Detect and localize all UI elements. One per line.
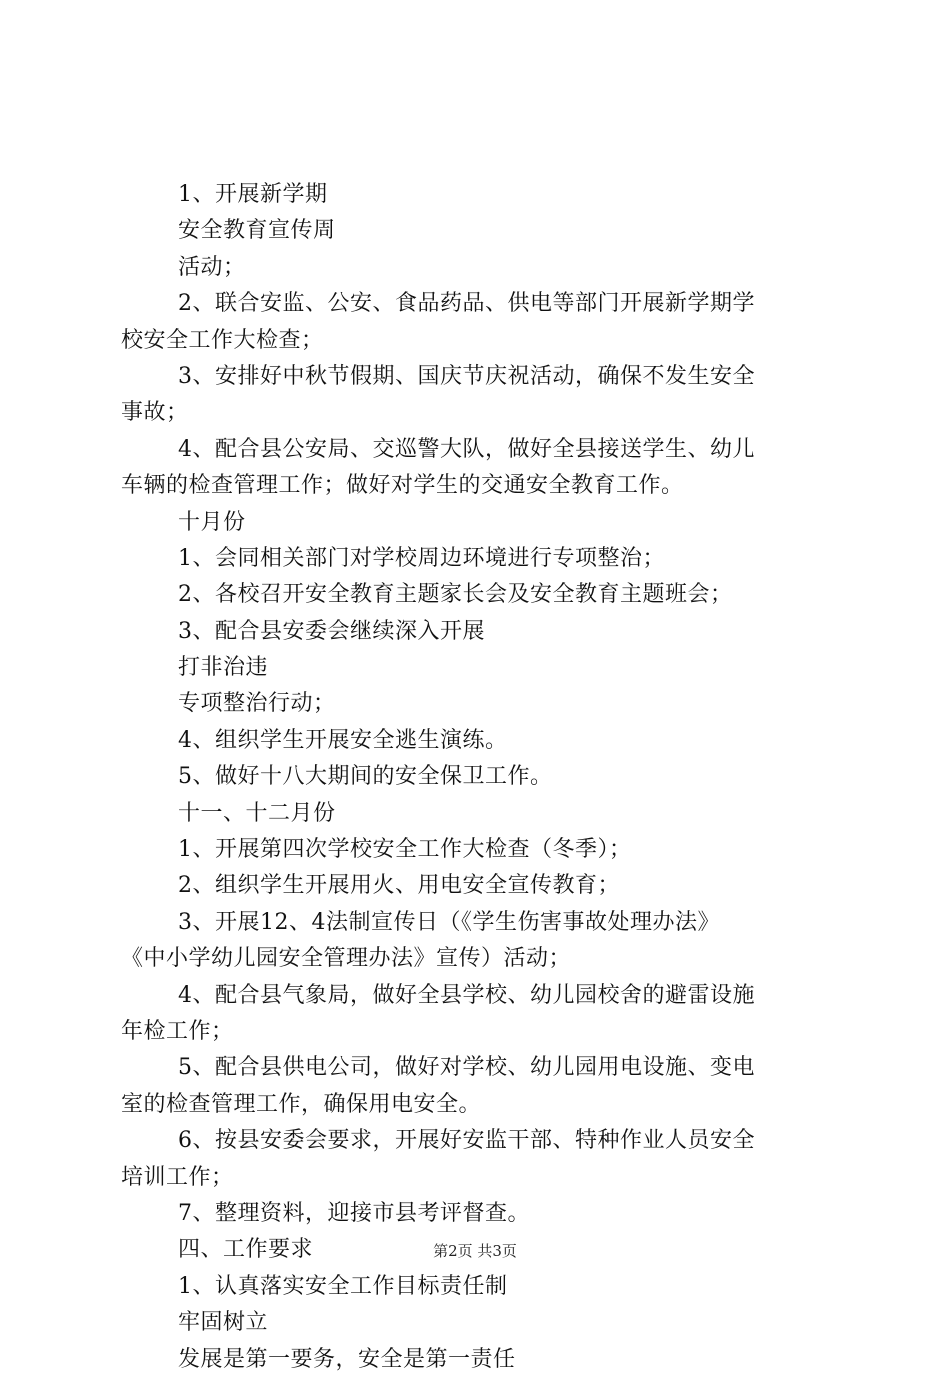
text-line: 2、联合安监、公安、食品药品、供电等部门开展新学期学	[178, 291, 755, 317]
text-line: 《中小学幼儿园安全管理办法》宣传）活动；	[121, 946, 572, 972]
text-line: 4、组织学生开展安全逃生演练。	[178, 727, 508, 753]
text-line: 1、开展新学期	[178, 182, 328, 207]
text-line: 年检工作；	[121, 1018, 234, 1044]
text-line: 1、认真落实安全工作目标责任制	[178, 1273, 508, 1299]
text-line: 专项整治行动；	[178, 691, 336, 717]
text-line: 室的检查管理工作，确保用电安全。	[121, 1091, 482, 1117]
text-line: 4、配合县公安局、交巡警大队，做好全县接送学生、幼儿	[178, 436, 755, 462]
text-line: 7、整理资料，迎接市县考评督查。	[178, 1200, 530, 1226]
text-line: 2、各校召开安全教育主题家长会及安全教育主题班会；	[178, 582, 733, 608]
text-line: 3、开展12、4法制宣传日（《学生伤害事故处理办法》	[178, 909, 720, 935]
text-line: 5、配合县供电公司，做好对学校、幼儿园用电设施、变电	[178, 1055, 755, 1081]
text-line: 6、按县安委会要求，开展好安监干部、特种作业人员安全	[178, 1128, 755, 1154]
text-line: 3、安排好中秋节假期、国庆节庆祝活动，确保不发生安全	[178, 363, 755, 389]
document-body	[121, 177, 836, 1378]
text-line: 1、会同相关部门对学校周边环境进行专项整治；	[178, 545, 665, 571]
page-footer: 第2页 共3页	[433, 1242, 517, 1260]
text-line: 5、做好十八大期间的安全保卫工作。	[178, 764, 553, 790]
text-line: 十月份	[178, 509, 246, 535]
text-line: 校安全工作大检查；	[121, 327, 324, 353]
text-line: 发展是第一要务，安全是第一责任	[178, 1346, 516, 1372]
text-line: 十一、十二月份	[178, 800, 336, 826]
text-line: 车辆的检查管理工作；做好对学生的交通安全教育工作。	[121, 473, 684, 499]
text-line: 3、配合县安委会继续深入开展	[178, 618, 485, 644]
text-line: 安全教育宣传周	[178, 218, 336, 244]
text-line: 牢固树立	[178, 1310, 269, 1336]
text-line: 事故；	[121, 400, 189, 426]
text-line: 活动；	[178, 254, 246, 280]
text-line: 2、组织学生开展用火、用电安全宣传教育；	[178, 873, 620, 899]
text-line: 1、开展第四次学校安全工作大检查（冬季）；	[178, 837, 632, 863]
text-line: 四、工作要求	[178, 1237, 314, 1263]
text-line: 培训工作；	[121, 1164, 234, 1190]
text-line: 打非治违	[178, 655, 269, 681]
text-line: 4、配合县气象局，做好全县学校、幼儿园校舍的避雷设施	[178, 982, 755, 1008]
